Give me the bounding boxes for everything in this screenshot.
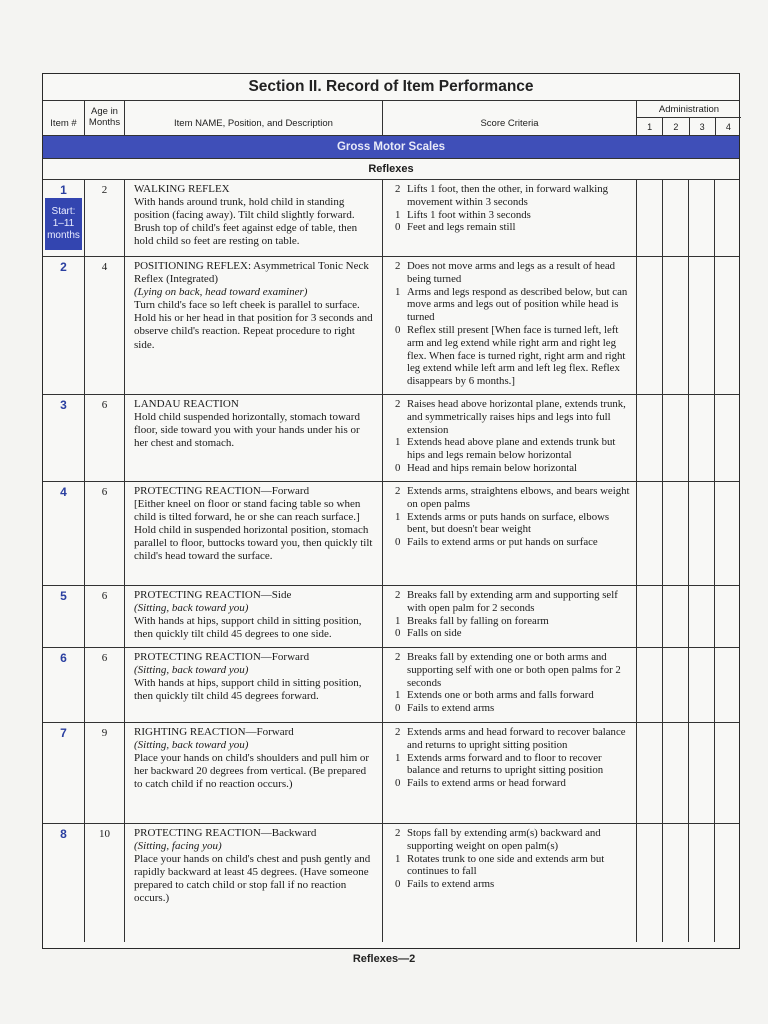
criterion-text: Reflex still present [When face is turned left, left arm and leg extend while right arm and right leg flex. When face is turned right, right arm and right leg extend while left arm and left leg flex. Reflex disappears by 6 months.] <box>407 323 626 388</box>
score-criterion <box>395 286 632 324</box>
item-number: 6 <box>60 651 67 665</box>
age-months: 6 <box>85 648 125 722</box>
score-criterion <box>395 462 632 475</box>
score-criterion <box>395 878 632 891</box>
administration-score-box-3[interactable] <box>689 586 715 647</box>
criterion-text: Extends arms or puts hands on surface, elbows bent, but doesn't bear weight <box>407 510 610 536</box>
age-months: 2 <box>85 180 125 256</box>
score-criterion <box>395 651 632 689</box>
subsection-heading: Reflexes <box>43 159 739 180</box>
administration-score-box-2[interactable] <box>663 586 689 647</box>
criterion-score: 2 <box>395 485 401 497</box>
item-row <box>43 482 739 586</box>
administration-score-box-2[interactable] <box>663 824 689 942</box>
score-criterion <box>395 827 632 853</box>
header-administration-label: Administration <box>637 101 741 118</box>
score-criterion <box>395 627 632 640</box>
criterion-text: Fails to extend arms or put hands on surface <box>407 536 598 549</box>
score-criterion <box>395 221 632 234</box>
criterion-score: 1 <box>395 510 401 523</box>
administration-score-box-2[interactable] <box>663 180 689 256</box>
item-description: With hands at hips, support child in sitting position, then quickly tilt child 45 degrees to one side. <box>134 615 362 641</box>
age-months: 6 <box>85 586 125 647</box>
criterion-score: 1 <box>395 689 401 702</box>
criterion-score: 2 <box>395 183 401 195</box>
score-criterion <box>395 615 632 628</box>
criterion-text: Extends one or both arms and falls forward <box>407 689 594 702</box>
score-criterion <box>395 752 632 778</box>
score-criteria-cell <box>383 257 637 394</box>
criterion-score: 0 <box>395 323 401 336</box>
administration-score-box-4[interactable] <box>715 395 741 481</box>
criterion-score: 2 <box>395 398 401 410</box>
item-description: With hands at hips, support child in sitting position, then quickly tilt child 45 degrees forward. <box>134 677 362 703</box>
criterion-score: 0 <box>395 702 401 715</box>
admin-number-4: 4 <box>725 122 731 132</box>
administration-score-box-1[interactable] <box>637 482 663 585</box>
criterion-text: Rotates trunk to one side and extends arm but continues to fall <box>407 852 605 878</box>
criterion-text: Arms and legs respond as described below, but can move arms and legs out of position while head is turned <box>407 285 628 324</box>
administration-score-box-4[interactable] <box>715 824 741 942</box>
start-badge-line2: 1–11 <box>52 218 75 229</box>
item-description: [Either kneel on floor or stand facing table so when child is tilted forward, he or she can reach surface.] Hold child in suspended horizontal position, stomach parallel to floor, buttocks toward you, then quickly tilt child's head toward the surface. <box>134 498 373 563</box>
item-number-cell <box>43 395 85 481</box>
item-position: (Lying on back, head toward examiner) <box>134 286 308 299</box>
item-position: (Sitting, facing you) <box>134 840 222 853</box>
criterion-text: Fails to extend arms <box>407 702 495 715</box>
age-months: 9 <box>85 723 125 823</box>
item-description-cell <box>125 395 383 481</box>
administration-score-box-4[interactable] <box>715 586 741 647</box>
record-form <box>42 73 740 949</box>
score-criterion <box>395 689 632 702</box>
score-criterion <box>395 536 632 549</box>
item-number-cell <box>43 180 85 256</box>
header-administration <box>637 101 741 135</box>
administration-score-box-2[interactable] <box>663 395 689 481</box>
item-number-cell <box>43 824 85 942</box>
item-name: LANDAU REACTION <box>134 398 239 410</box>
criterion-text: Breaks fall by extending one or both arms and supporting self with one or both open palms for 2 seconds <box>407 651 621 689</box>
criterion-score: 0 <box>395 221 401 234</box>
criterion-text: Falls on side <box>407 627 462 640</box>
item-name: PROTECTING REACTION—Backward <box>134 827 317 839</box>
score-criteria-cell <box>383 482 637 585</box>
administration-score-box-4[interactable] <box>715 723 741 823</box>
item-number-cell <box>43 257 85 394</box>
criterion-text: Breaks fall by falling on forearm <box>407 614 549 627</box>
item-number-cell <box>43 482 85 585</box>
administration-score-box-3[interactable] <box>689 824 715 942</box>
score-criterion <box>395 726 632 752</box>
item-description-cell <box>125 180 383 256</box>
criterion-score: 1 <box>395 614 401 627</box>
item-name: PROTECTING REACTION—Side <box>134 589 292 601</box>
administration-score-box-2[interactable] <box>663 257 689 394</box>
item-description: Turn child's face so left cheek is parallel to surface. Hold his or her head in that position for 3 seconds and observe child's reaction. Repeat procedure to right side. <box>134 299 373 351</box>
administration-score-box-2[interactable] <box>663 723 689 823</box>
score-criterion <box>395 436 632 462</box>
item-number-cell <box>43 648 85 722</box>
age-months: 6 <box>85 395 125 481</box>
administration-score-box-1[interactable] <box>637 395 663 481</box>
administration-score-box-3[interactable] <box>689 257 715 394</box>
item-name: WALKING REFLEX <box>134 183 230 195</box>
item-position: (Sitting, back toward you) <box>134 602 249 615</box>
score-criterion <box>395 511 632 537</box>
header-score-criteria: Score Criteria <box>383 101 637 135</box>
admin-number-3: 3 <box>690 118 716 136</box>
score-criterion <box>395 777 632 790</box>
administration-score-box-4[interactable] <box>715 648 741 722</box>
administration-score-box-1[interactable] <box>637 723 663 823</box>
page-footer: Reflexes—2 <box>352 953 416 965</box>
item-number-cell <box>43 586 85 647</box>
item-row <box>43 824 739 942</box>
start-badge <box>45 198 82 250</box>
administration-score-box-4[interactable] <box>715 257 741 394</box>
item-name: PROTECTING REACTION—Forward <box>134 485 310 497</box>
item-number: 4 <box>60 485 67 499</box>
criterion-text: Fails to extend arms or head forward <box>407 777 566 790</box>
criterion-score: 0 <box>395 777 401 790</box>
section-title: Section II. Record of Item Performance <box>43 74 739 101</box>
criterion-text: Extends head above plane and extends trunk but hips and legs remain below horizontal <box>407 436 616 462</box>
admin-number-row <box>637 118 741 136</box>
criterion-text: Breaks fall by extending arm and supporting self with open palm for 2 seconds <box>407 589 618 614</box>
criterion-score: 1 <box>395 436 401 449</box>
header-age <box>85 101 125 135</box>
criterion-text: Head and hips remain below horizontal <box>407 461 577 474</box>
age-months: 4 <box>85 257 125 394</box>
criterion-score: 0 <box>395 627 401 640</box>
item-name: RIGHTING REACTION—Forward <box>134 726 294 738</box>
score-criterion <box>395 398 632 436</box>
item-row <box>43 586 739 648</box>
criterion-score: 1 <box>395 852 401 865</box>
criterion-score: 2 <box>395 827 401 839</box>
score-criterion <box>395 853 632 879</box>
criterion-score: 2 <box>395 651 401 663</box>
criterion-score: 2 <box>395 726 401 738</box>
item-number: 8 <box>60 827 67 841</box>
score-criteria-cell <box>383 395 637 481</box>
administration-score-box-3[interactable] <box>689 395 715 481</box>
header-age-line2: Months <box>88 117 121 128</box>
administration-score-box-1[interactable] <box>637 257 663 394</box>
item-description-cell <box>125 648 383 722</box>
criterion-score: 1 <box>395 751 401 764</box>
criterion-score: 0 <box>395 461 401 474</box>
score-criterion <box>395 702 632 715</box>
header-description-text: Item NAME, Position, and Description <box>174 118 333 129</box>
criterion-text: Feet and legs remain still <box>407 221 516 234</box>
score-criterion <box>395 209 632 222</box>
administration-score-box-1[interactable] <box>637 586 663 647</box>
score-criteria-cell <box>383 824 637 942</box>
header-description <box>125 101 383 135</box>
administration-score-box-3[interactable] <box>689 723 715 823</box>
item-description-cell <box>125 723 383 823</box>
score-criterion <box>395 485 632 511</box>
item-description: Place your hands on child's shoulders and pull him or her backward 20 degrees from vertical. (Be prepared to catch child if no reaction occurs.) <box>134 752 370 791</box>
item-description-cell <box>125 482 383 585</box>
score-criteria-cell <box>383 180 637 256</box>
score-criteria-cell <box>383 648 637 722</box>
criterion-score: 2 <box>395 260 401 272</box>
administration-score-box-2[interactable] <box>663 482 689 585</box>
item-description: Hold child suspended horizontally, stomach toward floor, side toward you with your hands under his or her chest and stomach. <box>134 411 360 450</box>
criterion-text: Extends arms, straightens elbows, and bears weight on open palms <box>407 485 630 510</box>
administration-score-box-3[interactable] <box>689 648 715 722</box>
criterion-score: 0 <box>395 536 401 549</box>
item-number: 2 <box>60 260 67 274</box>
scale-band: Gross Motor Scales <box>43 136 739 159</box>
criterion-text: Lifts 1 foot within 3 seconds <box>407 208 531 221</box>
item-position: (Sitting, back toward you) <box>134 664 249 677</box>
administration-score-box-2[interactable] <box>663 648 689 722</box>
item-number-cell <box>43 723 85 823</box>
item-description-cell <box>125 257 383 394</box>
item-row <box>43 723 739 824</box>
age-months: 10 <box>85 824 125 942</box>
administration-score-box-4[interactable] <box>715 482 741 585</box>
start-badge-line1: Start: <box>51 206 76 217</box>
criterion-text: Fails to extend arms <box>407 878 495 891</box>
header-item-number: Item # <box>43 101 85 135</box>
item-description-cell <box>125 586 383 647</box>
criterion-text: Raises head above horizontal plane, extends trunk, and symmetrically raises hips and legs into full extension <box>407 398 626 436</box>
administration-score-box-4[interactable] <box>715 180 741 256</box>
item-description: With hands around trunk, hold child in standing position (facing away). Tilt child slightly forward. Brush top of child's feet against edge of table, then hold child so feet are resting on table. <box>134 196 358 248</box>
admin-number-1: 1 <box>637 118 663 136</box>
item-name: POSITIONING REFLEX: Asymmetrical Tonic Neck Reflex (Integrated) <box>134 260 369 286</box>
score-criterion <box>395 589 632 615</box>
item-row <box>43 257 739 395</box>
criterion-score: 0 <box>395 878 401 891</box>
item-number: 3 <box>60 398 67 412</box>
criterion-score: 1 <box>395 208 401 221</box>
item-name: PROTECTING REACTION—Forward <box>134 651 310 663</box>
item-row <box>43 648 739 723</box>
administration-score-box-1[interactable] <box>637 180 663 256</box>
admin-number-2: 2 <box>663 118 689 136</box>
item-number: 5 <box>60 589 67 603</box>
header-age-line1: Age in <box>91 106 118 118</box>
item-description: Place your hands on child's chest and push gently and rapidly backward at least 45 degrees. (Have someone prepared to catch child or stop fall if no reaction occurs.) <box>134 853 371 905</box>
age-months: 6 <box>85 482 125 585</box>
administration-score-box-1[interactable] <box>637 648 663 722</box>
criterion-score: 1 <box>395 285 401 298</box>
item-position: (Sitting, back toward you) <box>134 739 249 752</box>
score-criteria-cell <box>383 723 637 823</box>
item-number: 1 <box>60 183 67 197</box>
score-criteria-cell <box>383 586 637 647</box>
score-criterion <box>395 260 632 286</box>
score-criterion <box>395 324 632 388</box>
table-header <box>43 101 739 136</box>
item-rows <box>43 180 739 942</box>
criterion-text: Extends arms and head forward to recover balance and returns to upright sitting position <box>407 726 626 751</box>
administration-score-box-1[interactable] <box>637 824 663 942</box>
item-description-cell <box>125 824 383 942</box>
administration-score-box-3[interactable] <box>689 482 715 585</box>
score-criterion <box>395 183 632 209</box>
start-badge-line3: months <box>47 230 80 241</box>
criterion-text: Does not move arms and legs as a result of head being turned <box>407 260 616 285</box>
item-row <box>43 180 739 257</box>
criterion-text: Lifts 1 foot, then the other, in forward walking movement within 3 seconds <box>407 183 609 208</box>
criterion-score: 2 <box>395 589 401 601</box>
criterion-text: Stops fall by extending arm(s) backward and supporting weight on open palm(s) <box>407 827 601 852</box>
administration-score-box-3[interactable] <box>689 180 715 256</box>
item-number: 7 <box>60 726 67 740</box>
item-row <box>43 395 739 482</box>
criterion-text: Extends arms forward and to floor to recover balance and returns to upright sitting position <box>407 751 604 777</box>
